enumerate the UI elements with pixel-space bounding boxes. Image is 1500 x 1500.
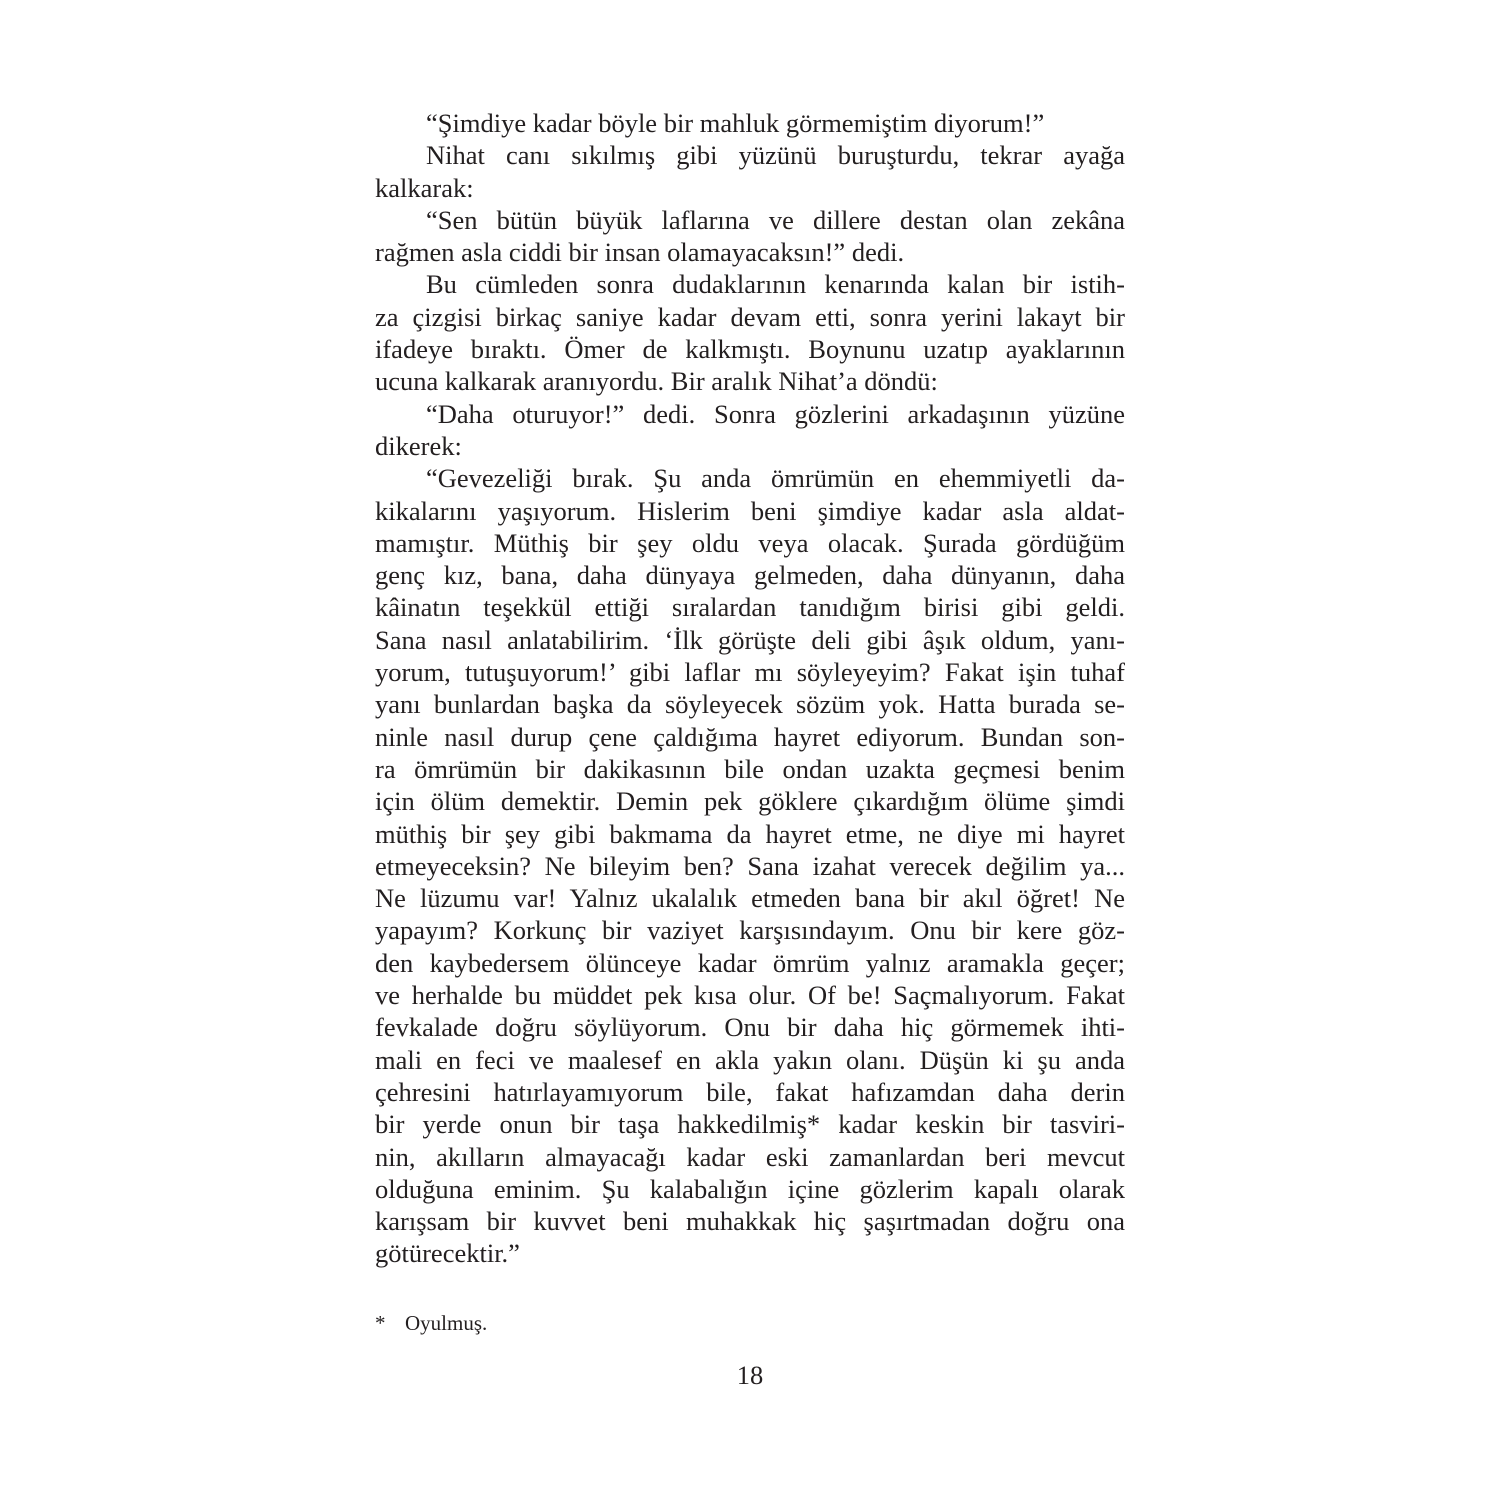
text-line: kâinatın teşekkül ettiği sıralardan tanıdığım birisi gibi geldi.: [375, 592, 1125, 623]
text-line: yanı bunlardan başka da söyleyecek sözüm yok. Hatta burada se-: [375, 689, 1125, 720]
text-line: bir yerde onun bir taşa hakkedilmiş* kadar keskin bir tasviri-: [375, 1109, 1125, 1140]
text-line: kikalarını yaşıyorum. Hislerim beni şimdiye kadar asla aldat-: [375, 495, 1125, 526]
text-line: mamıştır. Müthiş bir şey oldu veya olacak. Şurada gördüğüm: [375, 527, 1125, 558]
text-line: olduğuna eminim. Şu kalabalığın içine gözlerim kapalı olarak: [375, 1173, 1125, 1204]
text-line: kalkarak:: [375, 172, 474, 203]
text-line: mali en feci ve maalesef en akla yakın olanı. Düşün ki şu anda: [375, 1044, 1125, 1075]
footnote-text: Oyulmuş.: [405, 1311, 488, 1335]
text-line: fevkalade doğru söylüyorum. Onu bir daha hiç görmemek ihti-: [375, 1012, 1125, 1043]
text-line: “Daha oturuyor!” dedi. Sonra gözlerini arkadaşının yüzüne: [426, 398, 1125, 429]
text-line: ra ömrümün bir dakikasının bile ondan uzakta geçmesi benim: [375, 753, 1125, 784]
text-line: ifadeye bıraktı. Ömer de kalkmıştı. Boynunu uzatıp ayaklarının: [375, 334, 1125, 365]
text-line: çehresini hatırlayamıyorum bile, fakat hafızamdan daha derin: [375, 1076, 1125, 1107]
text-line: ve herhalde bu müddet pek kısa olur. Of be! Saçmalıyorum. Fakat: [375, 980, 1125, 1011]
text-line: Nihat canı sıkılmış gibi yüzünü buruşturdu, tekrar ayağa: [426, 140, 1125, 171]
text-line: ucuna kalkarak aranıyordu. Bir aralık Nihat’a döndü:: [375, 366, 938, 397]
text-line: götürecektir.”: [375, 1238, 520, 1269]
text-line: “Sen bütün büyük laflarına ve dillere destan olan zekâna: [426, 204, 1125, 235]
footnote-mark: *: [375, 1311, 386, 1335]
text-line: için ölüm demektir. Demin pek göklere çıkardığım ölüme şimdi: [375, 786, 1125, 817]
text-line: den kaybedersem ölünceye kadar ömrüm yalnız aramakla geçer;: [375, 947, 1125, 978]
text-line: Sana nasıl anlatabilirim. ‘İlk görüşte deli gibi âşık oldum, yanı-: [375, 624, 1125, 655]
text-line: dikerek:: [375, 430, 462, 461]
footnote: [375, 1309, 487, 1337]
text-line: “Şimdiye kadar böyle bir mahluk görmemiştim diyorum!”: [426, 108, 1045, 138]
text-line: müthiş bir şey gibi bakmama da hayret etme, ne diye mi hayret: [375, 818, 1125, 849]
text-line: za çizgisi birkaç saniye kadar devam etti, sonra yerini lakayt bir: [375, 301, 1125, 332]
text-line: yorum, tutuşuyorum!’ gibi laflar mı söyleyeyim? Fakat işin tuhaf: [375, 657, 1125, 688]
page-number: 18: [736, 1360, 764, 1390]
text-line: rağmen asla ciddi bir insan olamayacaksın!” dedi.: [375, 237, 905, 268]
text-line: “Gevezeliği bırak. Şu anda ömrümün en ehemmiyetli da-: [426, 463, 1125, 494]
text-line: karışsam bir kuvvet beni muhakkak hiç şaşırtmadan doğru ona: [375, 1206, 1125, 1237]
text-line: nin, akılların almayacağı kadar eski zamanlardan beri mevcut: [375, 1141, 1125, 1172]
text-line: yapayım? Korkunç bir vaziyet karşısındayım. Onu bir kere göz-: [375, 915, 1125, 946]
text-line: Ne lüzumu var! Yalnız ukalalık etmeden bana bir akıl öğret! Ne: [375, 883, 1125, 914]
body-text: [375, 107, 1125, 1270]
text-line: genç kız, bana, daha dünyaya gelmeden, daha dünyanın, daha: [375, 560, 1125, 591]
text-line: ninle nasıl durup çene çaldığıma hayret ediyorum. Bundan son-: [375, 721, 1125, 752]
text-line: etmeyeceksin? Ne bileyim ben? Sana izahat verecek değilim ya...: [375, 850, 1125, 881]
text-line: Bu cümleden sonra dudaklarının kenarında kalan bir istih-: [426, 269, 1125, 300]
